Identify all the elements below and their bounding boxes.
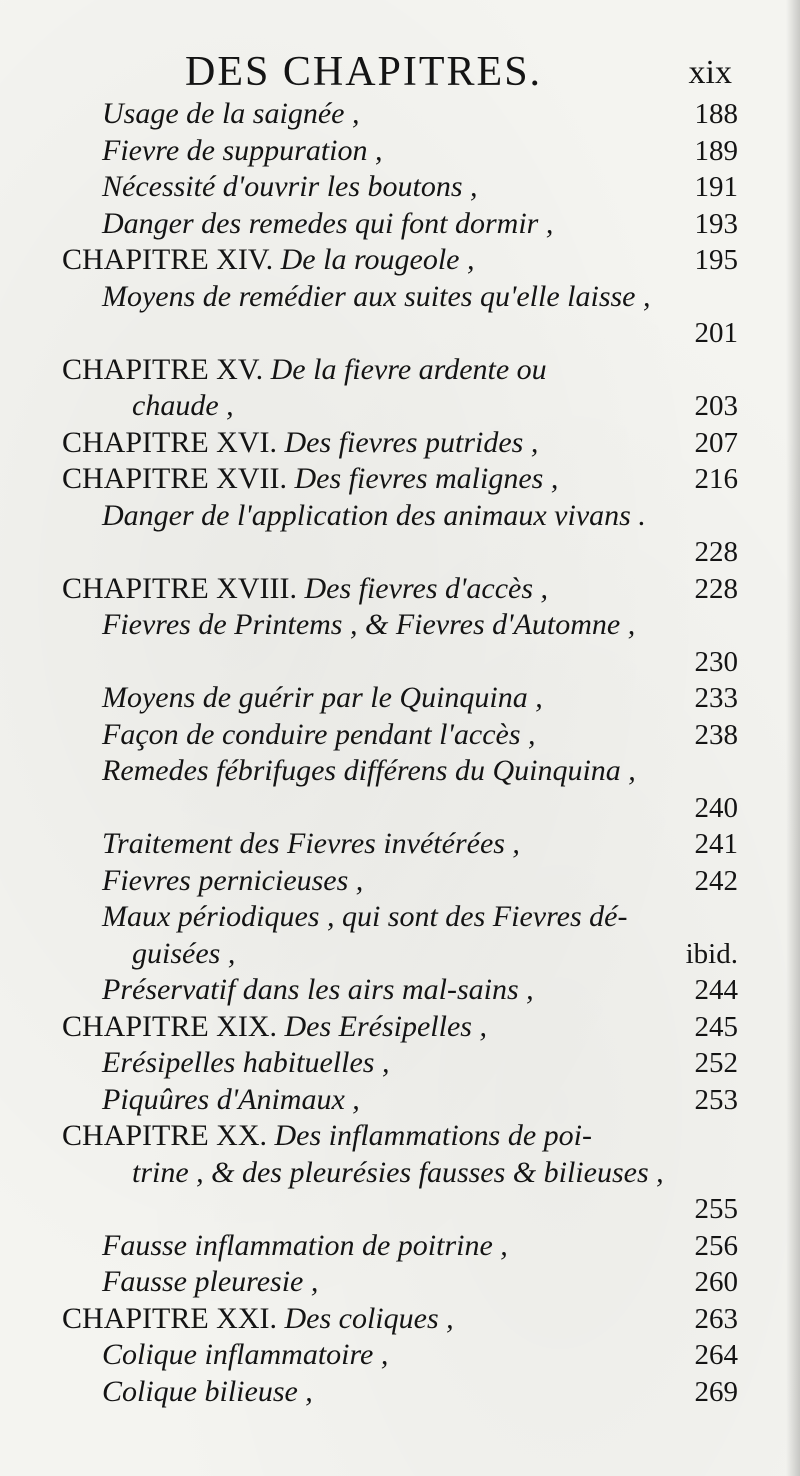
page-number: 193 — [694, 207, 738, 240]
toc-entry — [0, 498, 800, 534]
section-title: Usage de la saignée , — [102, 97, 360, 130]
chapter-title: De la fievre ardente ou — [270, 352, 547, 386]
section-title: Colique bilieuse , — [102, 1374, 313, 1408]
section-title: Fievre de suppuration , — [102, 133, 383, 167]
toc-entry — [0, 461, 800, 497]
toc-entry — [0, 388, 800, 424]
page-number: 238 — [694, 718, 738, 751]
title-continuation: guisées , — [132, 936, 236, 970]
section-title: Danger des remedes qui font dormir , — [102, 206, 554, 240]
toc-entry — [0, 1301, 800, 1337]
section-title: Danger de l'application des animaux vivans . — [102, 498, 646, 532]
toc-entry — [0, 1118, 800, 1154]
title-continuation: chaude , — [132, 389, 234, 422]
page-number: 207 — [694, 426, 738, 459]
chapter-title: De la rougeole , — [280, 243, 475, 276]
chapter-title: Des fievres d'accès , — [304, 571, 549, 605]
section-title: Colique inflammatoire , — [102, 1338, 389, 1371]
toc-entry — [0, 96, 800, 132]
page-number: 228 — [694, 536, 738, 568]
toc-entry — [0, 169, 800, 205]
header-page-number: xix — [688, 54, 732, 91]
section-title: Fausse inflammation de poitrine , — [102, 1228, 508, 1262]
chapter-label: CHAPITRE XX. — [62, 1119, 268, 1152]
toc-entry — [0, 607, 800, 643]
page-number: 191 — [694, 171, 738, 203]
page-number: 195 — [694, 244, 738, 276]
chapter-title: Des fievres putrides , — [284, 425, 539, 459]
section-title: Fievres de Printems , & Fievres d'Automne , — [102, 608, 636, 641]
section-title: Nécessité d'ouvrir les boutons , — [102, 170, 478, 203]
toc-entry — [0, 315, 800, 351]
header-title: DES CHAPITRES. — [185, 49, 543, 95]
page-number: 263 — [694, 1302, 738, 1335]
section-title: Préservatif dans les airs mal-sains , — [102, 973, 534, 1006]
toc-entry — [0, 1337, 800, 1373]
toc-entry — [0, 352, 800, 388]
chapter-label: CHAPITRE XIX. — [62, 1009, 277, 1043]
toc-entry — [0, 206, 800, 242]
section-title: Remedes fébrifuges différens du Quinquina , — [102, 754, 636, 787]
page-number: 241 — [694, 828, 738, 860]
page-number: ibid. — [685, 937, 738, 970]
toc-entry — [0, 826, 800, 862]
toc-entry — [0, 1082, 800, 1118]
page-number: 245 — [694, 1010, 738, 1043]
toc-entry — [0, 644, 800, 680]
chapter-heading — [62, 352, 547, 388]
chapter-heading — [62, 461, 558, 497]
page-number: 216 — [694, 463, 738, 495]
toc-entry — [0, 279, 800, 315]
page-number: 228 — [694, 572, 738, 605]
title-continuation: trine , & des pleurésies fausses & bilieuses , — [132, 1155, 664, 1189]
page-number: 253 — [694, 1083, 738, 1116]
toc-entry — [0, 534, 800, 570]
chapter-label: CHAPITRE XVIII. — [62, 571, 297, 605]
section-title: Façon de conduire pendant l'accès , — [102, 717, 536, 751]
page-number: 244 — [694, 974, 738, 1006]
chapter-label: CHAPITRE XXI. — [62, 1301, 277, 1335]
page-number: 188 — [694, 98, 738, 130]
section-title: Moyens de remédier aux suites qu'elle laisse , — [102, 279, 651, 313]
chapter-heading — [62, 425, 538, 461]
page-number: 189 — [694, 134, 738, 167]
chapter-label: CHAPITRE XVII. — [62, 462, 287, 495]
toc-entry — [0, 1191, 800, 1227]
chapter-heading — [62, 571, 548, 607]
toc-entry — [0, 753, 800, 789]
toc-entry — [0, 1374, 800, 1410]
chapter-label: CHAPITRE XVI. — [62, 425, 277, 459]
page-number: 252 — [694, 1047, 738, 1079]
toc-entry — [0, 425, 800, 461]
page-number: 230 — [694, 645, 738, 678]
page-number: 260 — [694, 1266, 738, 1298]
section-title: Fausse pleuresie , — [102, 1265, 319, 1298]
page-number: 242 — [694, 864, 738, 897]
section-title: Moyens de guérir par le Quinquina , — [102, 681, 543, 714]
page-number: 201 — [694, 317, 738, 349]
section-title: Piquûres d'Animaux , — [102, 1082, 360, 1116]
toc-entry — [0, 972, 800, 1008]
chapter-heading — [62, 242, 474, 278]
toc-entry — [0, 899, 800, 935]
page-number: 264 — [694, 1339, 738, 1371]
page-number: 233 — [694, 682, 738, 714]
toc-entry — [0, 936, 800, 972]
chapter-title: Des Erésipelles , — [284, 1009, 487, 1043]
section-title: Traitement des Fievres invétérées , — [102, 827, 520, 860]
toc-entry — [0, 1155, 800, 1191]
section-title: Maux périodiques , qui sont des Fievres dé- — [102, 900, 628, 933]
page-number: 269 — [694, 1375, 738, 1408]
chapter-label: CHAPITRE XIV. — [62, 243, 274, 276]
toc-entry — [0, 242, 800, 278]
section-title: Erésipelles habituelles , — [102, 1046, 390, 1079]
chapter-label: CHAPITRE XV. — [62, 352, 264, 386]
toc-entry — [0, 680, 800, 716]
toc-entry — [0, 717, 800, 753]
toc-entry — [0, 133, 800, 169]
chapter-heading — [62, 1301, 454, 1337]
section-title: Fievres pernicieuses , — [102, 863, 364, 897]
page-number: 203 — [694, 390, 738, 422]
toc-entry — [0, 1009, 800, 1045]
chapter-title: Des coliques , — [284, 1301, 454, 1335]
chapter-title: Des inflammations de poi- — [274, 1119, 592, 1152]
toc-entry — [0, 863, 800, 899]
page-number: 256 — [694, 1229, 738, 1262]
toc-entry — [0, 1228, 800, 1264]
toc-entry — [0, 1264, 800, 1300]
chapter-heading — [62, 1009, 487, 1045]
toc-entry — [0, 571, 800, 607]
page-number: 255 — [694, 1193, 738, 1225]
chapter-heading — [62, 1118, 592, 1154]
page-number: 240 — [694, 791, 738, 824]
toc-entry — [0, 1045, 800, 1081]
chapter-title: Des fievres malignes , — [294, 462, 559, 495]
toc-entry — [0, 790, 800, 826]
